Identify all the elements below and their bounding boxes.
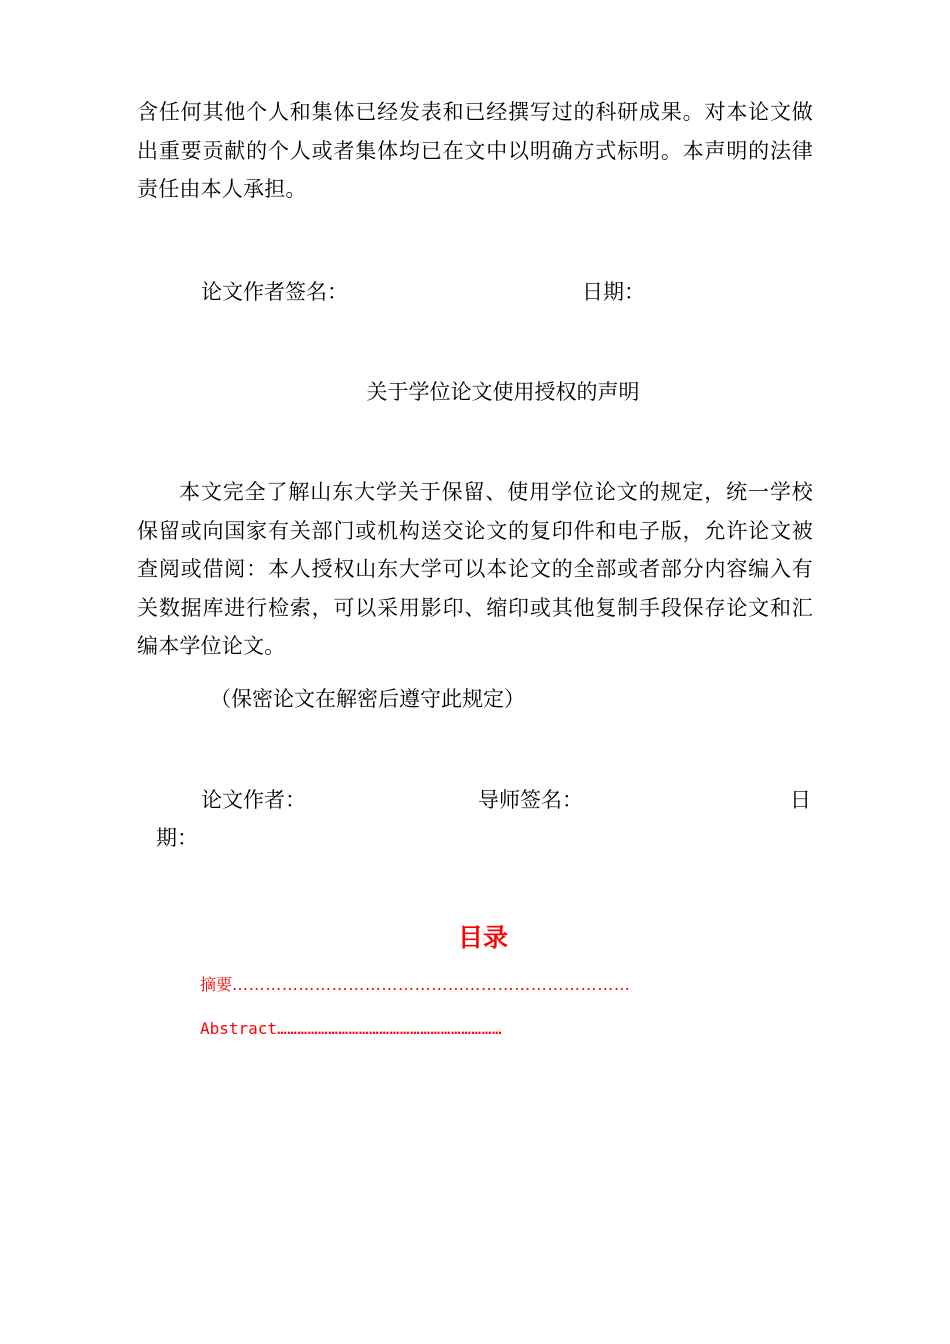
toc-leader-dots: ……………………………………………………………… [232,975,631,994]
author-signature-label: 论文作者签名： [201,280,348,304]
authorization-paragraph: 本文完全了解山东大学关于保留、使用学位论文的规定，统一学校保留或向国家有关部门或机构送交论文的复印件和电子版，允许论文被查阅或借阅：本人授权山东大学可以本论文的全部或者部分内容编入有关数据库进行检索，可以采用影印、缩印或其他复制手段保存论文和汇编本学位论文。 [137,480,813,658]
date-label-part1: 日 [790,788,811,812]
authorization-title: 关于学位论文使用授权的声明 [366,380,640,404]
author-label: 论文作者： [201,788,306,812]
toc-entry-abstract-en[interactable] [200,1019,720,1038]
date-label-part2: 期： [156,826,198,850]
toc-title: 目录 [457,923,508,952]
advisor-signature-label: 导师签名： [478,788,583,812]
confidential-note: （保密论文在解密后遵守此规定） [210,687,525,711]
toc-entry-abstract-cn[interactable] [200,972,700,995]
date-label: 日期： [582,280,645,304]
toc-entry-label: Abstract [200,1019,278,1038]
toc-entry-label: 摘要 [200,975,233,994]
declaration-paragraph: 含任何其他个人和集体已经发表和已经撰写过的科研成果。对本论文做出重要贡献的个人或者集体均已在文中以明确方式标明。本声明的法律责任由本人承担。 [137,100,813,201]
toc-leader-dots: ………………………………………………………… [277,1019,503,1038]
